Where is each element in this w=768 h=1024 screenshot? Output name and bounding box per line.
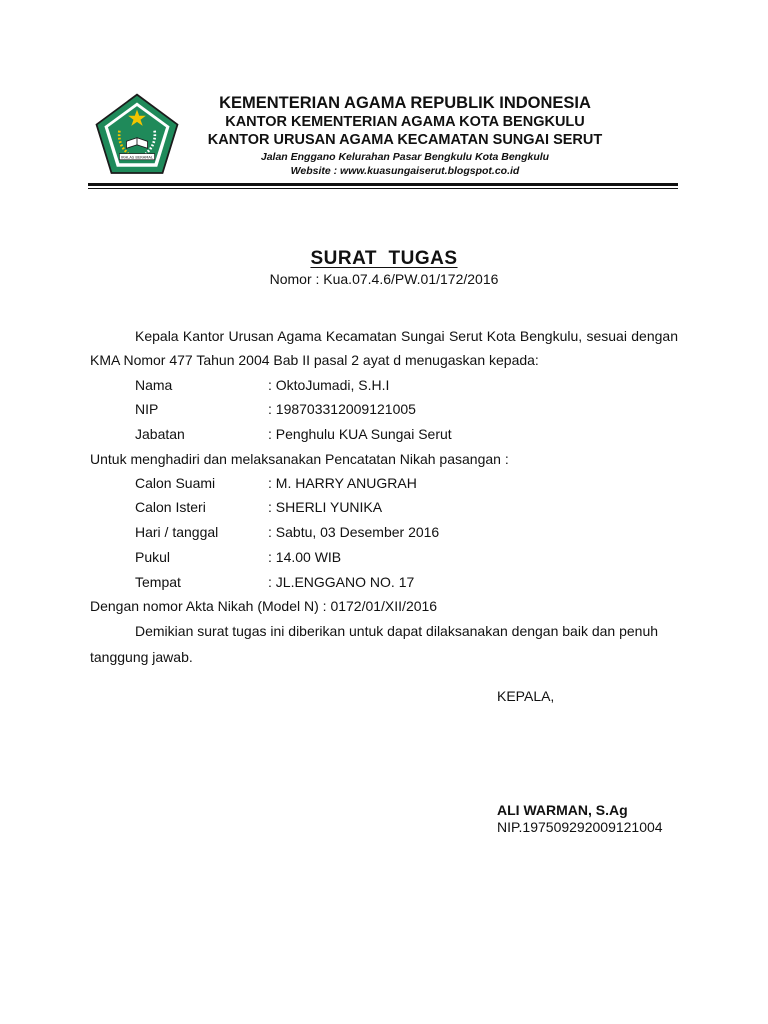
place-label: Tempat xyxy=(135,574,181,590)
letterhead-divider-thin xyxy=(88,188,678,189)
ministry-logo xyxy=(93,92,181,180)
intro-line-1: Kepala Kantor Urusan Agama Kecamatan Sungai Serut Kota Bengkulu, sesuai dengan xyxy=(135,328,678,344)
signatory-position: KEPALA, xyxy=(497,688,555,704)
groom-label: Calon Suami xyxy=(135,475,216,491)
officer-name-value: : OktoJumadi, S.H.I xyxy=(268,377,390,393)
letterhead xyxy=(190,93,620,178)
bride-label: Calon Isteri xyxy=(135,499,206,515)
letterhead-divider-thick xyxy=(88,183,678,186)
bride-value: : SHERLI YUNIKA xyxy=(268,499,383,515)
officer-position-label: Jabatan xyxy=(135,426,185,442)
time-value: : 14.00 WIB xyxy=(268,549,342,565)
place-value: : JL.ENGGANO NO. 17 xyxy=(268,574,415,590)
time-label: Pukul xyxy=(135,549,171,565)
svg-text:IKHLAS BERAMAL: IKHLAS BERAMAL xyxy=(120,155,154,160)
officer-nip-label: NIP xyxy=(135,401,159,417)
groom-value: : M. HARRY ANUGRAH xyxy=(268,475,417,491)
document-number: Nomor : Kua.07.4.6/PW.01/172/2016 xyxy=(269,271,499,287)
marriage-certificate-number: Dengan nomor Akta Nikah (Model N) : 0172/01/XII/2016 xyxy=(90,598,438,614)
signatory-name: ALI WARMAN, S.Ag xyxy=(497,802,628,818)
date-value: : Sabtu, 03 Desember 2016 xyxy=(268,524,440,540)
office-website: Website : www.kuasungaiserut.blogspot.co.id xyxy=(290,165,520,177)
document-title-wrap xyxy=(0,248,768,270)
signatory-nip: NIP.197509292009121004 xyxy=(497,819,663,835)
closing-line-1: Demikian surat tugas ini diberikan untuk dapat dilaksanakan dengan baik dan penuh xyxy=(135,623,659,639)
purpose-text: Untuk menghadiri dan melaksanakan Pencatatan Nikah pasangan : xyxy=(90,451,509,467)
office-address: Jalan Enggano Kelurahan Pasar Bengkulu Kota Bengkulu xyxy=(260,151,550,163)
document-title: SURAT TUGAS xyxy=(310,248,458,269)
ministry-name: KEMENTERIAN AGAMA REPUBLIK INDONESIA xyxy=(219,94,591,112)
officer-name-label: Nama xyxy=(135,377,173,393)
city-office-name: KANTOR KEMENTERIAN AGAMA KOTA BENGKULU xyxy=(225,114,585,130)
intro-line-2: KMA Nomor 477 Tahun 2004 Bab II pasal 2 ayat d menugaskan kepada: xyxy=(90,352,539,368)
officer-position-value: : Penghulu KUA Sungai Serut xyxy=(268,426,452,442)
closing-line-2: tanggung jawab. xyxy=(90,649,193,665)
date-label: Hari / tanggal xyxy=(135,524,219,540)
officer-nip-value: : 198703312009121005 xyxy=(268,401,416,417)
kua-office-name: KANTOR URUSAN AGAMA KECAMATAN SUNGAI SERUT xyxy=(207,132,603,148)
